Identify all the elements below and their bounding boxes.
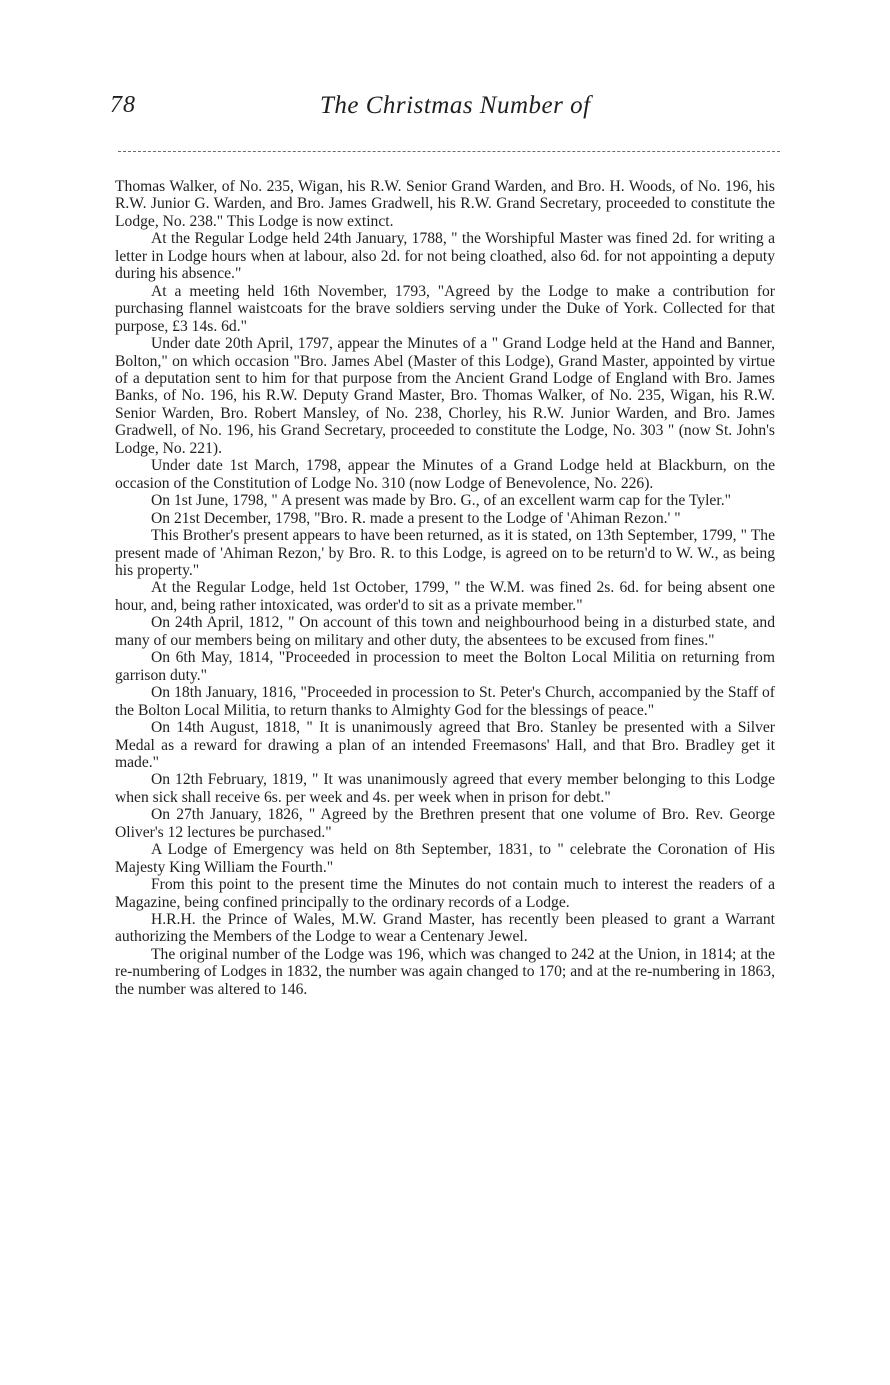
- paragraph: From this point to the present time the Minutes do not contain much to interest the readers of a Magazine, being confined principally to the ordinary records of a Lodge.: [115, 876, 775, 911]
- page-number: 78: [110, 92, 136, 118]
- running-head: The Christmas Number of: [320, 92, 591, 119]
- paragraph: At a meeting held 16th November, 1793, "Agreed by the Lodge to make a contribution for purchasing flannel waistcoats for the brave soldiers serving under the Duke of York. Collected for that purpose, £3 14s. 6d.": [115, 282, 775, 335]
- paragraph: On 24th April, 1812, " On account of this town and neighbourhood being in a disturbed state, and many of our members being on military and other duty, the absentees to be excused from fines.": [115, 614, 775, 649]
- paragraph: Under date 20th April, 1797, appear the Minutes of a " Grand Lodge held at the Hand and Banner, Bolton," on which occasion "Bro. James Abel (Master of this Lodge), Grand Master, appointed by virtue of a deputation sent to him for that purpose from the Ancient Grand Lodge of England with Bro. James Banks, of No. 196, his R.W. Deputy Grand Master, Bro. Thomas Walker, of No. 235, Wigan, his R.W. Senior Warden, Bro. Robert Mansley, of No. 238, Chorley, his R.W. Junior Warden, and Bro. James Gradwell, of No. 196, his Grand Secretary, proceeded to constitute the Lodge, No. 303 " (now St. John's Lodge, No. 221).: [115, 335, 775, 457]
- paragraph: The original number of the Lodge was 196, which was changed to 242 at the Union, in 1814; at the re-numbering of Lodges in 1832, the number was again changed to 170; and at the re-numbering in 1863, the number was altered to 146.: [115, 945, 775, 998]
- paragraph: This Brother's present appears to have been returned, as it is stated, on 13th September, 1799, " The present made of 'Ahiman Rezon,' by Bro. R. to this Lodge, is agreed on to be return'd to W. W., as being his property.": [115, 527, 775, 579]
- header-rule: [118, 151, 780, 152]
- paragraph: On 14th August, 1818, " It is unanimously agreed that Bro. Stanley be presented with a Silver Medal as a reward for drawing a plan of an intended Freemasons' Hall, and that Bro. Bradley get it made.": [115, 719, 775, 771]
- paragraph: On 21st December, 1798, "Bro. R. made a present to the Lodge of 'Ahiman Rezon.' ": [151, 509, 681, 527]
- body-text: [115, 178, 775, 998]
- paragraph: At the Regular Lodge held 24th January, 1788, " the Worshipful Master was fined 2d. for writing a letter in Lodge hours when at labour, also 2d. for not being cloathed, also 6d. for not appointing a deputy during his absence.": [115, 230, 775, 283]
- paragraph: On 27th January, 1826, " Agreed by the Brethren present that one volume of Bro. Rev. George Oliver's 12 lectures be purchased.": [115, 806, 775, 841]
- paragraph: H.R.H. the Prince of Wales, M.W. Grand Master, has recently been pleased to grant a Warrant authorizing the Members of the Lodge to wear a Centenary Jewel.: [115, 911, 775, 946]
- paragraph: Under date 1st March, 1798, appear the Minutes of a Grand Lodge held at Blackburn, on the occasion of the Constitution of Lodge No. 310 (now Lodge of Benevolence, No. 226).: [115, 457, 775, 492]
- paragraph: On 18th January, 1816, "Proceeded in procession to St. Peter's Church, accompanied by the Staff of the Bolton Local Militia, to return thanks to Almighty God for the blessings of peace.": [115, 684, 775, 719]
- paragraph: On 1st June, 1798, " A present was made by Bro. G., of an excellent warm cap for the Tyler.": [151, 492, 731, 510]
- paragraph: On 6th May, 1814, "Proceeded in procession to meet the Bolton Local Militia on returning from garrison duty.": [115, 649, 775, 684]
- paragraph: A Lodge of Emergency was held on 8th September, 1831, to " celebrate the Coronation of His Majesty King William the Fourth.": [115, 841, 775, 876]
- page-header: [110, 92, 790, 126]
- paragraph: At the Regular Lodge, held 1st October, 1799, " the W.M. was fined 2s. 6d. for being absent one hour, and, being rather intoxicated, was order'd to sit as a private member.": [115, 579, 775, 614]
- paragraph: Thomas Walker, of No. 235, Wigan, his R.W. Senior Grand Warden, and Bro. H. Woods, of No. 196, his R.W. Junior G. Warden, and Bro. James Gradwell, his R.W. Grand Secretary, proceeded to constitute the Lodge, No. 238." This Lodge is now extinct.: [115, 178, 775, 230]
- paragraph: On 12th February, 1819, " It was unanimously agreed that every member belonging to this Lodge when sick shall receive 6s. per week and 4s. per week when in prison for debt.": [115, 771, 775, 806]
